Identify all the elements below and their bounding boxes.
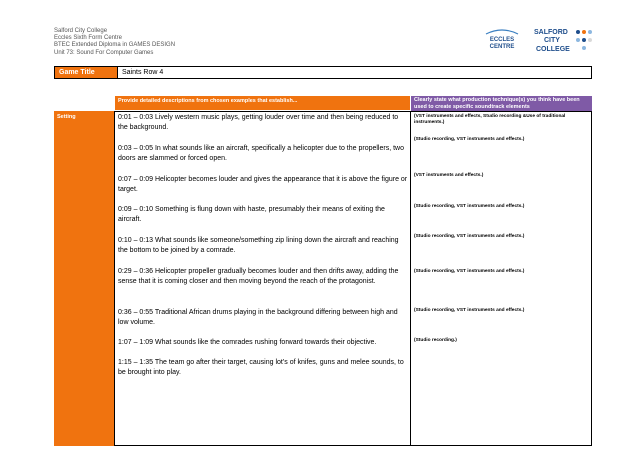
technique-row: (Studio recording, VST instruments and effects.) (414, 137, 525, 142)
svg-text:SALFORD: SALFORD (534, 29, 568, 36)
description-row: 0:10 – 0:13 What sounds like someone/something zip lining down the aircraft and reaching the bottom to be joined by a comrade. (118, 237, 399, 254)
description-row: 1:07 – 1:09 What sounds like the comrades rushing forward towards their objective. (118, 339, 377, 346)
description-row: 0:03 – 0:05 In what sounds like an aircraft, specifically a helicopter due to the propellers, two doors are slammed or forced open. (118, 145, 404, 162)
header-line: Eccles Sixth Form Centre (54, 35, 123, 42)
eccles-centre-logo (483, 28, 521, 52)
technique-row: (VST instruments and effects, Studio recording &Use of traditional instruments.) (414, 114, 566, 126)
game-title-row (54, 66, 592, 79)
technique-row: (Studio recording, VST instruments and effects.) (414, 308, 525, 313)
setting-label: Setting (57, 114, 76, 120)
technique-row: (VST instruments and effects.) (414, 173, 484, 178)
svg-text:CITY: CITY (544, 37, 560, 44)
technique-row: (Studio recording.) (414, 338, 457, 343)
header-line: Salford City College (54, 28, 108, 34)
description-row: 0:36 – 0:55 Traditional African drums playing in the background differing between high and low volume. (118, 309, 398, 326)
technique-column-header: Clearly state what production technique(s) you think have been used to create specific soundtrack elements (411, 96, 592, 111)
technique-row: (Studio recording, VST instruments and effects.) (414, 204, 525, 209)
description-row: 1:15 – 1:35 The team go after their target, causing lot’s of knifes, guns and melee sounds, to be brought into play. (118, 359, 404, 376)
salford-city-college-logo (532, 25, 600, 57)
technique-cell (411, 111, 592, 446)
svg-text:ECCLES: ECCLES (489, 37, 515, 43)
setting-column (54, 111, 114, 446)
svg-text:COLLEGE: COLLEGE (536, 46, 570, 53)
svg-text:CENTRE: CENTRE (489, 44, 515, 50)
description-row: 0:09 – 0:10 Something is flung down with haste, presumably their means of exiting the aircraft. (118, 206, 385, 223)
description-row: 0:01 – 0:03 Lively western music plays, getting louder over time and then being reduced to the background. (118, 114, 399, 131)
description-row: 0:29 – 0:36 Helicopter propeller gradually becomes louder and then drifts away, adding the sense that it is coming closer and then moving beyond the reach of the protagonist. (118, 268, 399, 285)
game-title-value: Saints Row 4 (122, 69, 164, 76)
description-column-header: Provide detailed descriptions from chosen examples that establish... (115, 96, 410, 110)
header-line: Unit 73: Sound For Computer Games (54, 49, 154, 56)
technique-row: (Studio recording, VST instruments and effects.) (414, 269, 525, 274)
document-header (54, 28, 175, 57)
description-row: 0:07 – 0:09 Helicopter becomes louder and gives the appearance that it is above the figure or target. (118, 176, 408, 193)
technique-row: (Studio recording, VST instruments and effects.) (414, 234, 525, 239)
header-line: BTEC Extended Diploma in GAMES DESIGN (54, 42, 176, 49)
game-title-label: Game Title (55, 67, 118, 78)
